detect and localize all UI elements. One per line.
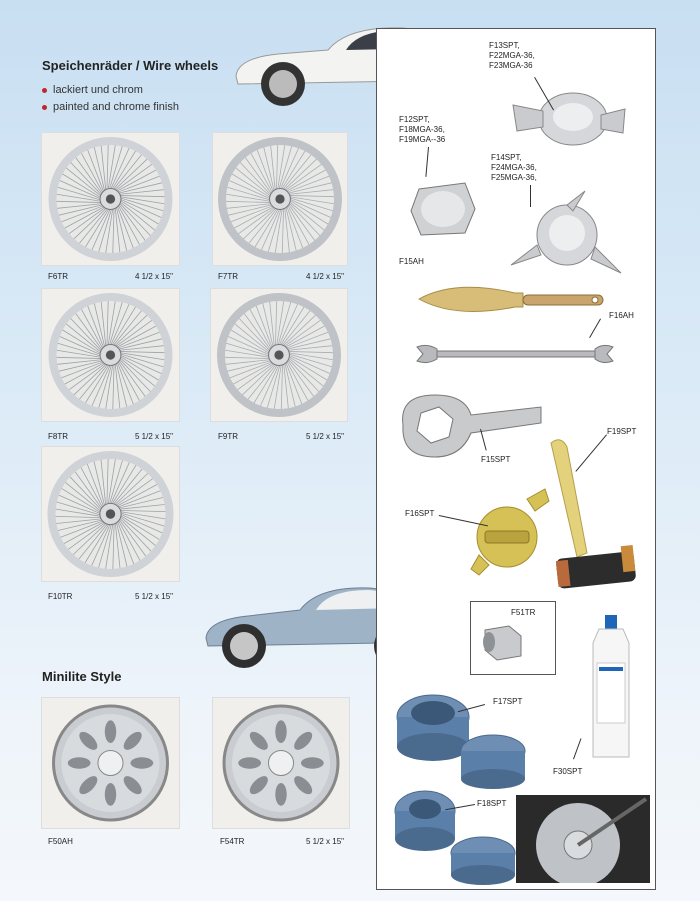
wheel-code: F8TR (48, 432, 68, 441)
label-f12spt: F12SPT, F18MGA-36, F19MGA--36 (399, 115, 446, 144)
label-f17spt: F17SPT (493, 697, 523, 706)
wheel-code: F9TR (218, 432, 238, 441)
wheel-code: F6TR (48, 272, 68, 281)
accessories-panel (376, 28, 656, 890)
bullet-item: lackiert und chrom (42, 82, 179, 99)
label-f16spt: F16SPT (405, 509, 435, 518)
spanner-image (413, 341, 617, 367)
wheel-photo-f8tr (41, 288, 180, 422)
f51tr-frame (470, 601, 556, 675)
wire-bullets (42, 82, 179, 116)
label-f15spt: F15SPT (481, 455, 511, 464)
wheel-photo-f7tr (212, 132, 348, 266)
wheel-size: 5 1/2 x 15" (135, 432, 173, 441)
label-f14spt: F14SPT, F24MGA-36, F25MGA-36, (491, 153, 537, 182)
label-f16ah: F16AH (609, 311, 634, 320)
wheel-brush-image (415, 277, 615, 321)
leader-line (589, 319, 601, 339)
tool-in-use-photo (516, 795, 650, 883)
wheel-size: 4 1/2 x 15" (306, 272, 344, 281)
label-f15ah: F15AH (399, 257, 424, 266)
label-f18spt: F18SPT (477, 799, 507, 808)
copper-hammer-image (543, 433, 643, 599)
wheel-code: F50AH (48, 837, 73, 846)
wheel-code: F10TR (48, 592, 73, 601)
wheel-size: 4 1/2 x 15" (135, 272, 173, 281)
label-f30spt: F30SPT (553, 767, 583, 776)
wheel-nut-image (479, 620, 527, 664)
wheel-photo-f10tr (41, 446, 180, 582)
wheel-code: F54TR (220, 837, 245, 846)
wheel-size: 5 1/2 x 15" (306, 432, 344, 441)
label-f51tr: F51TR (511, 608, 536, 617)
wheel-photo-f9tr (210, 288, 348, 422)
leader-line (425, 147, 429, 177)
bullet-item: painted and chrome finish (42, 99, 179, 116)
two-ear-spinner-image (509, 87, 629, 149)
hub-spanner-image (395, 385, 545, 465)
brass-spinner-tool-image (465, 485, 555, 577)
hex-nut-image (407, 175, 479, 241)
wheel-photo-f50ah (41, 697, 180, 829)
leader-line (530, 185, 531, 207)
label-f13spt: F13SPT, F22MGA-36, F23MGA-36 (489, 41, 535, 70)
leader-line (573, 738, 581, 759)
wheel-size: 5 1/2 x 15" (135, 592, 173, 601)
three-ear-spinner-image (507, 189, 625, 279)
minilite-heading: Minilite Style (42, 669, 122, 684)
cleaner-bottle-image (585, 611, 637, 761)
label-f19spt: F19SPT (607, 427, 637, 436)
wheel-photo-f6tr (41, 132, 180, 266)
wheel-photo-f54tr (212, 697, 350, 829)
wire-wheels-heading: Speichenräder / Wire wheels (42, 58, 219, 73)
wheel-size: 5 1/2 x 15" (306, 837, 344, 846)
wheel-code: F7TR (218, 272, 238, 281)
